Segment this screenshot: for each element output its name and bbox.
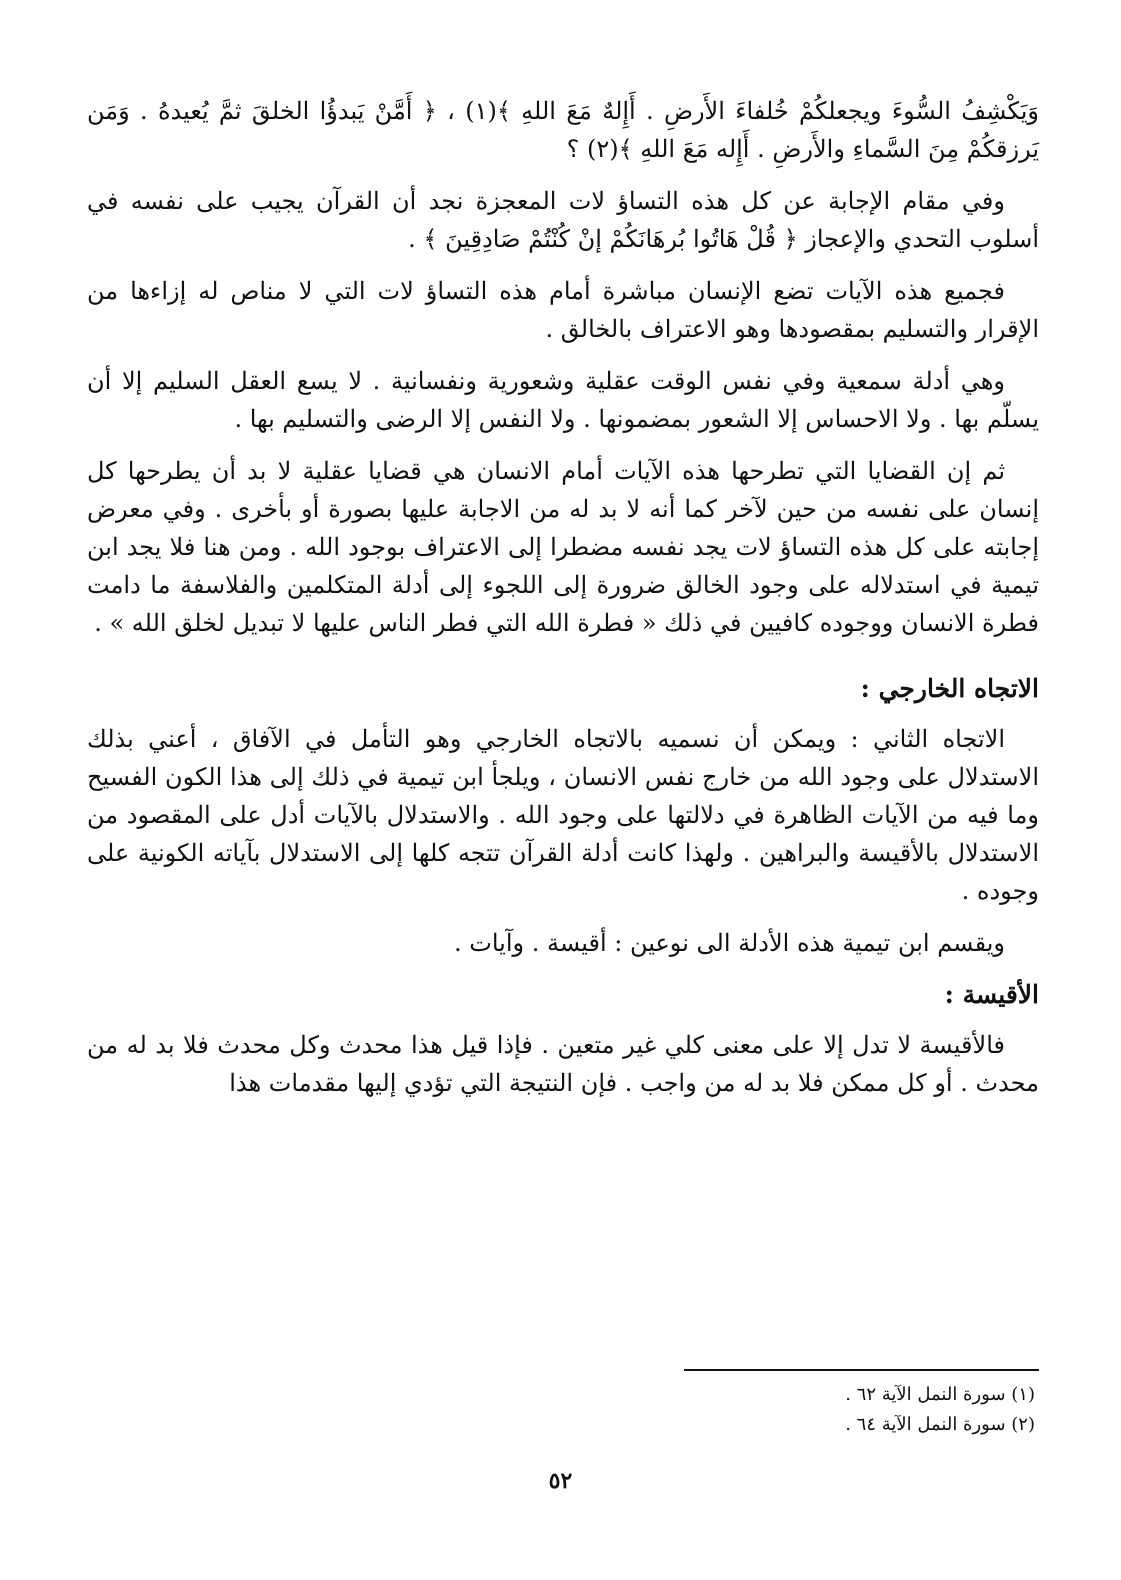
section-heading-external: الاتجاه الخارجي : <box>860 674 1039 703</box>
body-paragraph: وهي أدلة سمعية وفي نفس الوقت عقلية وشعورية ونفسانية . لا يسع العقل السليم إلا أن يسلّم بها . ولا الاحساس إلا الشعور بمضمونها . ولا النفس إلا الرضى والتسليم بها . <box>87 367 1039 433</box>
body-paragraph: فالأقيسة لا تدل إلا على معنى كلي غير متعين . فإذا قيل هذا محدث وكل محدث فلا بد له من محدث . أو كل ممكن فلا بد له من واجب . فإن النتيجة التي تؤدي إليها مقدمات هذا <box>87 1031 1039 1097</box>
body-paragraph: ثم إن القضايا التي تطرحها هذه الآيات أمام الانسان هي قضايا عقلية لا بد أن يطرحها كل إنسان على نفسه من حين لآخر كما أنه لا بد له من الاجابة عليها بصورة أو بأخرى . وفي معرض إجابته على كل هذه التساؤ لات يجد نفسه مضطرا إلى الاعتراف بوجود الله . ومن هنا فلا يجد ابن تيمية في استدلاله على وجود الخالق ضرورة إلى اللجوء إلى أدلة المتكلمين والفلاسفة ما دامت فطرة الانسان ووجوده كافيين في ذلك « فطرة الله التي فطر الناس عليها لا تبديل لخلق الله » . <box>87 457 1039 637</box>
page-number: ٥٢ <box>548 1468 573 1494</box>
footnote-divider <box>684 1369 1039 1371</box>
verse-paragraph: وَيَكْشِفُ السُّوءَ ويجعلكُمْ خُلفاءَ الأَرضِ . أَإِلهٌ مَعَ اللهِ ﴾(١) ، ﴿ أَمَّنْ يَبدؤُا الخلقَ ثمَّ يُعيدهُ . وَمَن يَرزقكُمْ مِنَ السَّماءِ والأَرضِ . أَإِله مَعَ اللهِ ﴾(٢) ؟ <box>87 97 1039 163</box>
section-heading-aqyisa: الأقيسة : <box>944 980 1039 1009</box>
body-paragraph: فجميع هذه الآيات تضع الإنسان مباشرة أمام هذه التساؤ لات التي لا مناص له إزاءها من الإقرار والتسليم بمقصودها وهو الاعتراف بالخالق . <box>87 277 1039 343</box>
footnote: (١) سورة النمل الآية ٦٢ . <box>845 1384 1035 1405</box>
footnotes <box>435 1380 1035 1440</box>
footnote: (٢) سورة النمل الآية ٦٤ . <box>845 1414 1035 1435</box>
body-paragraph: وفي مقام الإجابة عن كل هذه التساؤ لات المعجزة نجد أن القرآن يجيب على نفسه في أسلوب التحدي والإعجاز ﴿ قُلْ هَاتُوا بُرهَانَكُمْ إنْ كُنْتُمْ صَادِقِينَ ﴾ . <box>87 187 1039 253</box>
body-paragraph: ويقسم ابن تيمية هذه الأدلة الى نوعين : أقيسة . وآيات . <box>453 929 1005 957</box>
body-paragraph: الاتجاه الثاني : ويمكن أن نسميه بالاتجاه الخارجي وهو التأمل في الآفاق ، أعني بذلك الاستدلال على وجود الله من خارج نفس الانسان ، ويلجأ ابن تيمية في ذلك إلى هذا الكون الفسيح وما فيه من الآيات الظاهرة في دلالتها على وجود الله . والاستدلال بالآيات أدل على المقصود من الاستدلال بالأقيسة والبراهين . ولهذا كانت أدلة القرآن تتجه كلها إلى الاستدلال بآياته الكونية على وجوده . <box>87 725 1039 905</box>
page-body <box>87 92 1039 1116</box>
